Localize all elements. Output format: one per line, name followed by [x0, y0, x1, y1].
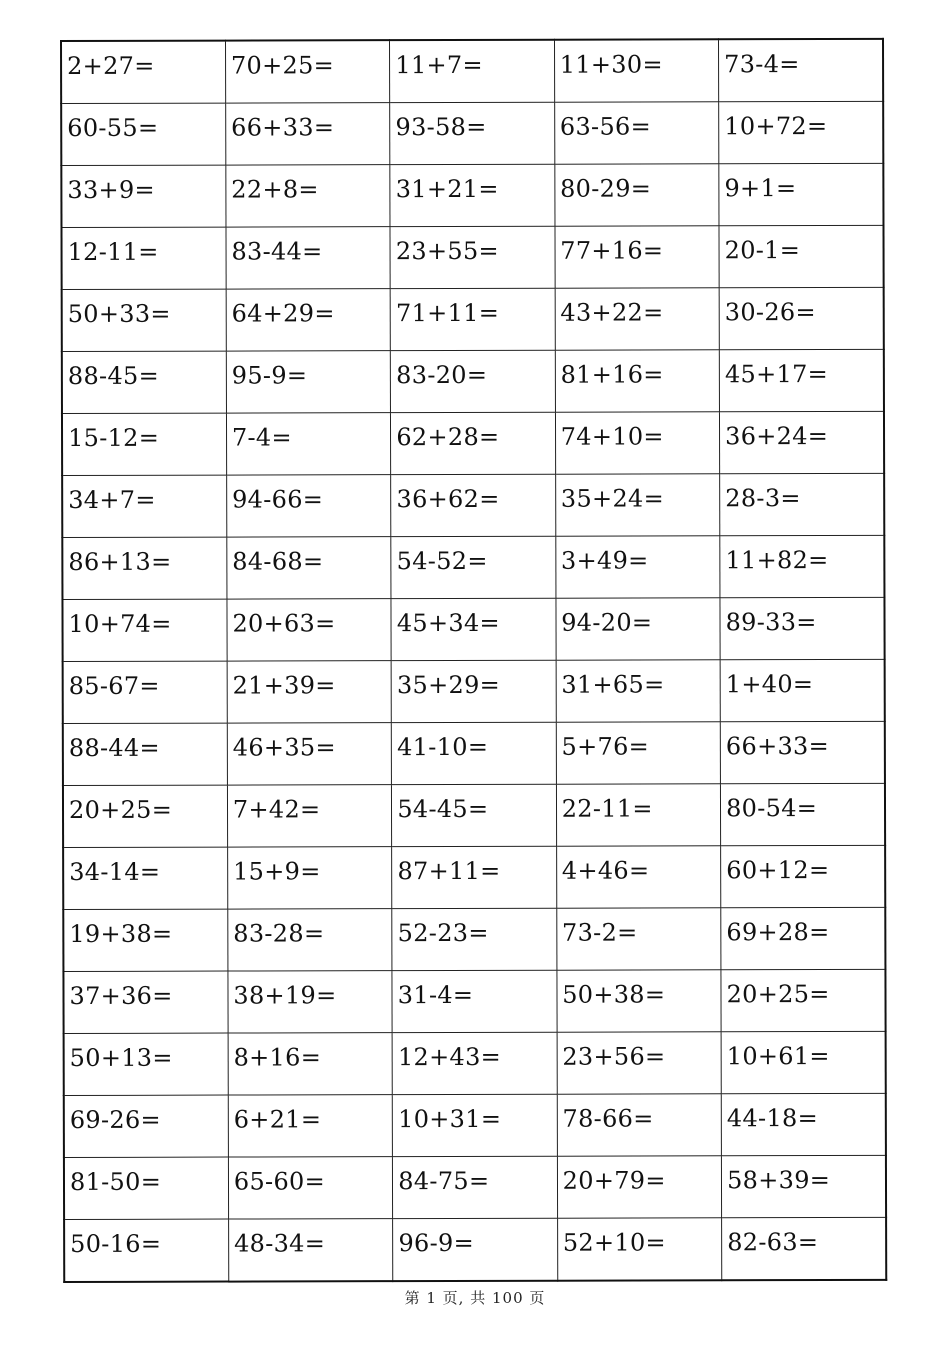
problem-cell: [393, 1156, 558, 1218]
problem-cell: [556, 660, 721, 722]
problem-text: 96-9=: [398, 1228, 474, 1258]
problem-text: 73-4=: [724, 50, 800, 79]
problem-cell: [62, 351, 227, 413]
problem-cell: [556, 846, 721, 908]
problem-cell: [719, 225, 884, 287]
problem-cell: [719, 101, 884, 163]
problem-text: 20+25=: [726, 979, 830, 1009]
problem-cell: [557, 1094, 722, 1156]
problem-text: 12+43=: [397, 1042, 502, 1072]
problem-cell: [64, 1157, 229, 1219]
problem-row: [61, 163, 883, 227]
problem-cell: [64, 1033, 229, 1095]
problem-text: 3+49=: [561, 546, 649, 575]
problem-text: 19+38=: [69, 919, 173, 948]
problem-row: [64, 1155, 886, 1219]
problem-text: 30-26=: [724, 298, 816, 327]
problem-text: 21+39=: [232, 671, 336, 700]
problem-cell: [63, 723, 228, 785]
problem-text: 80-29=: [560, 174, 652, 203]
problem-text: 66+33=: [231, 113, 335, 142]
problem-row: [63, 783, 885, 847]
problem-text: 31-4=: [397, 980, 474, 1010]
problem-cell: [392, 846, 557, 908]
problem-text: 7-4=: [231, 423, 292, 452]
problem-cell: [63, 661, 228, 723]
problem-text: 22+8=: [231, 175, 319, 204]
problem-cell: [227, 537, 392, 599]
problem-cell: [720, 535, 885, 597]
problem-text: 15-12=: [68, 423, 160, 452]
problem-text: 46+35=: [232, 733, 336, 762]
problem-row: [61, 101, 883, 165]
problem-text: 50+13=: [69, 1043, 173, 1072]
problem-text: 45+34=: [396, 608, 500, 638]
problem-text: 35+24=: [560, 484, 665, 513]
worksheet: [60, 38, 887, 1260]
problem-text: 44-18=: [726, 1104, 819, 1133]
problem-text: 6+21=: [233, 1105, 322, 1134]
problem-text: 63-56=: [559, 112, 652, 141]
problem-cell: [554, 102, 719, 164]
problem-cell: [228, 1219, 393, 1282]
problem-cell: [555, 288, 720, 350]
problem-text: 34+7=: [68, 485, 156, 514]
problem-cell: [555, 474, 720, 536]
problem-text: 95-9=: [231, 361, 308, 390]
problem-cell: [226, 351, 391, 413]
page-footer: 第 1 页, 共 100 页: [404, 1289, 546, 1307]
problem-cell: [228, 1095, 393, 1157]
problem-cell: [227, 475, 392, 537]
problem-cell: [721, 1093, 886, 1155]
problem-cell: [63, 971, 228, 1033]
problem-text: 89-33=: [725, 608, 817, 637]
problem-text: 80-54=: [726, 794, 818, 823]
problem-cell: [62, 413, 227, 475]
problem-text: 11+82=: [725, 545, 829, 575]
problem-text: 12-11=: [67, 237, 159, 266]
problem-cell: [555, 536, 720, 598]
problem-cell: [64, 1095, 229, 1157]
problem-text: 31+65=: [561, 670, 665, 699]
problem-text: 85-67=: [68, 671, 160, 700]
problem-cell: [390, 226, 555, 288]
problem-text: 15+9=: [233, 857, 321, 886]
problem-cell: [228, 1033, 393, 1095]
problem-text: 20-1=: [724, 236, 801, 265]
problem-text: 54-45=: [397, 794, 489, 824]
problem-text: 73-2=: [561, 918, 638, 947]
problem-row: [62, 597, 884, 661]
problem-text: 64+29=: [231, 299, 335, 328]
problem-cell: [226, 413, 391, 475]
problem-text: 20+63=: [232, 609, 336, 638]
problem-cell: [228, 1157, 393, 1219]
problem-row: [64, 1217, 886, 1282]
problem-row: [62, 473, 884, 537]
problem-text: 10+72=: [724, 111, 828, 141]
problem-cell: [62, 537, 227, 599]
problem-text: 22-11=: [561, 794, 653, 823]
problem-text: 94-20=: [561, 608, 653, 637]
problem-cell: [719, 287, 884, 349]
problem-text: 69+28=: [726, 917, 830, 947]
problem-cell: [721, 969, 886, 1031]
problem-cell: [228, 909, 393, 971]
problem-text: 66+33=: [725, 731, 830, 761]
problem-cell: [391, 350, 556, 412]
problem-cell: [63, 785, 228, 847]
problem-row: [63, 969, 885, 1033]
problem-text: 81-50=: [69, 1167, 162, 1196]
problem-row: [63, 845, 885, 909]
problem-cell: [557, 1156, 722, 1218]
problem-cell: [226, 103, 391, 165]
problem-text: 58+39=: [727, 1165, 831, 1195]
problem-text: 7+42=: [232, 795, 321, 824]
problem-cell: [225, 40, 390, 103]
problem-cell: [228, 847, 393, 909]
problem-text: 11+7=: [395, 50, 483, 80]
problem-text: 83-44=: [231, 237, 323, 266]
problem-cell: [390, 164, 555, 226]
problem-text: 81+16=: [560, 360, 664, 389]
problem-cell: [61, 41, 226, 104]
problem-cell: [721, 783, 886, 845]
problem-text: 2+27=: [67, 51, 155, 80]
problem-cell: [556, 598, 721, 660]
problem-cell: [720, 597, 885, 659]
problem-row: [62, 535, 884, 599]
problem-text: 65-60=: [233, 1167, 326, 1196]
problem-text: 84-68=: [232, 547, 324, 576]
problem-cell: [64, 1219, 229, 1282]
problem-cell: [556, 908, 721, 970]
problem-text: 1+40=: [725, 670, 814, 699]
problem-text: 23+55=: [395, 236, 499, 266]
problem-text: 82-63=: [727, 1228, 819, 1257]
problem-text: 20+25=: [68, 795, 173, 824]
problem-row: [61, 39, 883, 104]
problem-cell: [721, 1031, 886, 1093]
problem-cell: [61, 227, 226, 289]
problem-cell: [392, 784, 557, 846]
problem-cell: [61, 103, 226, 165]
problem-text: 33+9=: [67, 175, 155, 204]
problem-text: 88-44=: [68, 733, 160, 762]
problem-cell: [391, 660, 556, 722]
problem-cell: [556, 722, 721, 784]
problem-row: [61, 225, 883, 289]
problem-text: 36+24=: [725, 421, 829, 451]
problem-cell: [393, 1094, 558, 1156]
problem-cell: [62, 289, 227, 351]
problem-text: 87+11=: [397, 856, 501, 886]
problem-text: 52+10=: [562, 1228, 666, 1257]
problem-text: 35+29=: [396, 670, 501, 700]
problem-cell: [392, 722, 557, 784]
problem-text: 38+19=: [233, 981, 337, 1010]
problem-cell: [391, 598, 556, 660]
problem-cell: [555, 412, 720, 474]
problem-cell: [391, 412, 556, 474]
problem-cell: [719, 163, 884, 225]
problem-cell: [720, 411, 885, 473]
problem-text: 10+31=: [398, 1104, 502, 1134]
problem-text: 54-52=: [396, 546, 488, 576]
problem-text: 84-75=: [398, 1166, 490, 1196]
problem-cell: [226, 227, 391, 289]
problem-cell: [227, 599, 392, 661]
problem-cell: [554, 39, 719, 102]
problem-text: 52-23=: [397, 918, 489, 948]
problem-text: 50-16=: [70, 1229, 162, 1258]
problem-cell: [721, 1155, 886, 1217]
problem-cell: [721, 845, 886, 907]
problem-text: 37+36=: [69, 981, 173, 1010]
problem-cell: [226, 165, 391, 227]
problem-row: [62, 349, 884, 413]
problem-cell: [62, 599, 227, 661]
problem-text: 48-34=: [234, 1229, 326, 1258]
problem-cell: [392, 908, 557, 970]
problem-text: 62+28=: [396, 422, 500, 452]
problem-cell: [393, 1218, 558, 1281]
problem-cell: [720, 721, 885, 783]
problem-text: 83-20=: [396, 360, 488, 390]
problem-text: 71+11=: [395, 298, 500, 328]
problem-text: 4+46=: [561, 856, 650, 885]
problem-text: 9+1=: [724, 174, 797, 203]
problem-cell: [554, 164, 719, 226]
problem-text: 60-55=: [67, 113, 159, 142]
problem-grid-body: [61, 39, 886, 1282]
problem-text: 70+25=: [230, 51, 335, 80]
problem-text: 41-10=: [397, 732, 489, 762]
problem-text: 20+79=: [562, 1166, 666, 1195]
problem-cell: [720, 473, 885, 535]
problem-row: [64, 1093, 886, 1157]
problem-cell: [228, 971, 393, 1033]
problem-text: 28-3=: [725, 484, 801, 513]
problem-text: 86+13=: [68, 547, 172, 576]
problem-cell: [62, 475, 227, 537]
problem-cell: [390, 40, 555, 103]
problem-cell: [391, 474, 556, 536]
problem-text: 43+22=: [560, 298, 664, 327]
problem-text: 8+16=: [233, 1043, 322, 1072]
problem-text: 93-58=: [395, 112, 487, 142]
problem-cell: [226, 289, 391, 351]
problem-cell: [722, 1217, 887, 1280]
problem-text: 34-14=: [69, 857, 161, 886]
problem-text: 69-26=: [69, 1105, 161, 1134]
problem-cell: [227, 723, 392, 785]
problem-row: [62, 287, 884, 351]
problem-cell: [721, 907, 886, 969]
problem-cell: [227, 661, 392, 723]
problem-row: [64, 1031, 886, 1095]
problem-row: [63, 907, 885, 971]
problem-cell: [390, 288, 555, 350]
problem-text: 78-66=: [562, 1104, 654, 1133]
problem-text: 5+76=: [561, 732, 650, 761]
problem-cell: [719, 39, 884, 102]
problem-cell: [557, 1218, 722, 1281]
problem-text: 94-66=: [232, 485, 324, 514]
problem-text: 36+62=: [396, 484, 500, 514]
problem-text: 11+30=: [559, 50, 663, 79]
problem-text: 77+16=: [560, 236, 664, 265]
problem-row: [63, 721, 885, 785]
problem-text: 88-45=: [67, 361, 160, 390]
problem-cell: [557, 1032, 722, 1094]
problem-cell: [555, 350, 720, 412]
problem-cell: [390, 102, 555, 164]
problem-cell: [719, 349, 884, 411]
problem-row: [62, 411, 884, 475]
problem-text: 10+74=: [68, 609, 172, 638]
problem-cell: [63, 909, 228, 971]
problem-text: 74+10=: [560, 422, 664, 451]
problem-text: 10+61=: [726, 1041, 830, 1071]
problem-text: 31+21=: [395, 174, 499, 204]
problem-text: 60+12=: [726, 855, 830, 885]
problem-cell: [556, 784, 721, 846]
problem-text: 23+56=: [562, 1042, 666, 1071]
problem-cell: [392, 1032, 557, 1094]
problem-text: 50+38=: [562, 980, 666, 1009]
problem-cell: [63, 847, 228, 909]
problem-cell: [557, 970, 722, 1032]
problem-text: 50+33=: [67, 299, 171, 328]
problem-grid: [60, 38, 887, 1283]
problem-cell: [720, 659, 885, 721]
problem-cell: [61, 165, 226, 227]
problem-text: 45+17=: [724, 359, 829, 389]
problem-cell: [555, 226, 720, 288]
problem-row: [63, 659, 885, 723]
problem-cell: [392, 970, 557, 1032]
problem-cell: [391, 536, 556, 598]
problem-text: 83-28=: [233, 919, 325, 948]
problem-cell: [227, 785, 392, 847]
